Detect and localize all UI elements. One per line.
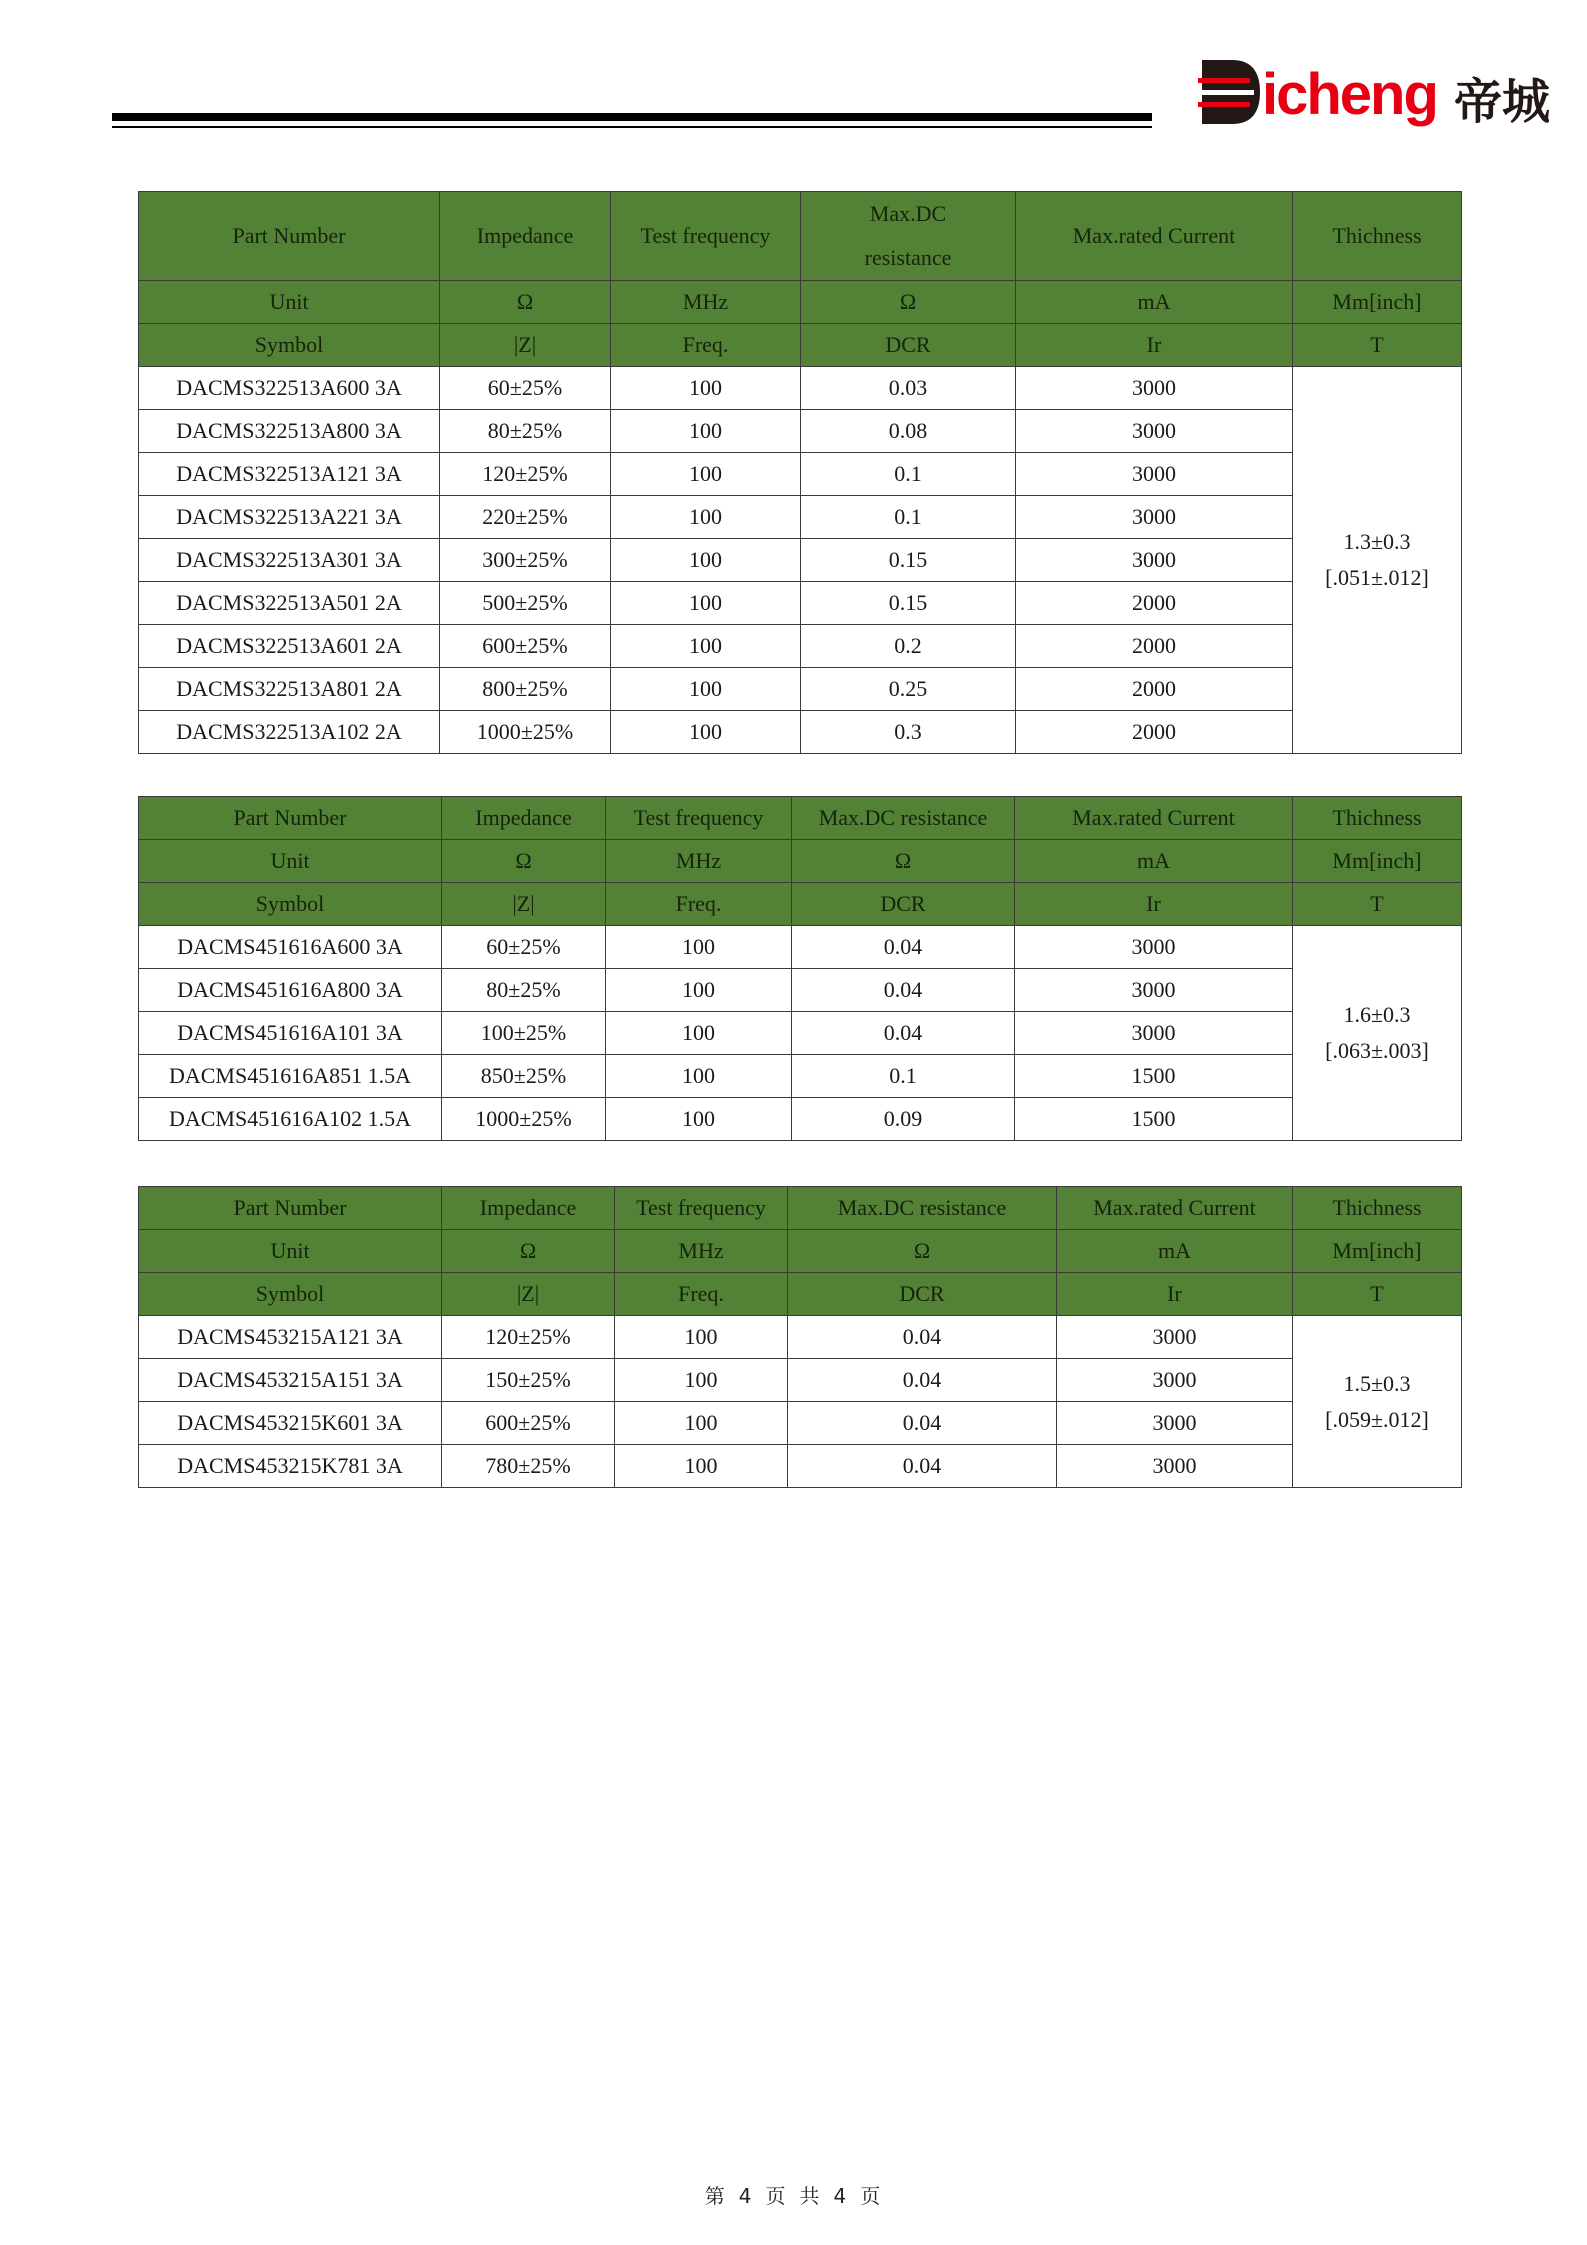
cell-ir: 3000 bbox=[1015, 926, 1293, 969]
header-rule-thin bbox=[112, 126, 1152, 128]
cell-freq: 100 bbox=[611, 668, 801, 711]
header-rule-thick bbox=[112, 113, 1152, 121]
table-row bbox=[139, 1012, 1462, 1055]
thickness-mm: 1.6±0.3 bbox=[1343, 1002, 1411, 1027]
cell-dcr: 0.25 bbox=[801, 668, 1016, 711]
cell-ir: 3000 bbox=[1016, 453, 1293, 496]
symbol-impedance: |Z| bbox=[442, 883, 606, 926]
symbol-dcr: DCR bbox=[792, 883, 1015, 926]
table-row bbox=[139, 625, 1462, 668]
cell-freq: 100 bbox=[611, 582, 801, 625]
cell-freq: 100 bbox=[615, 1359, 788, 1402]
cell-dcr: 0.04 bbox=[788, 1359, 1057, 1402]
cell-impedance: 1000±25% bbox=[442, 1098, 606, 1141]
unit-current: mA bbox=[1016, 281, 1293, 324]
header-test-frequency: Test frequency bbox=[615, 1187, 788, 1230]
cell-part: DACMS453215A121 3A bbox=[139, 1316, 442, 1359]
cell-part: DACMS322513A102 2A bbox=[139, 711, 440, 754]
cell-impedance: 600±25% bbox=[440, 625, 611, 668]
cell-dcr: 0.04 bbox=[792, 1012, 1015, 1055]
symbol-label: Symbol bbox=[139, 324, 440, 367]
cell-ir: 1500 bbox=[1015, 1098, 1293, 1141]
cell-dcr: 0.04 bbox=[792, 969, 1015, 1012]
cell-part: DACMS322513A601 2A bbox=[139, 625, 440, 668]
symbol-frequency: Freq. bbox=[611, 324, 801, 367]
cell-part: DACMS322513A801 2A bbox=[139, 668, 440, 711]
unit-label: Unit bbox=[139, 1230, 442, 1273]
table-row bbox=[139, 926, 1462, 969]
header-impedance: Impedance bbox=[442, 797, 606, 840]
cell-part: DACMS322513A121 3A bbox=[139, 453, 440, 496]
header-row-symbols bbox=[139, 1273, 1462, 1316]
header-part-number: Part Number bbox=[139, 797, 442, 840]
table-row bbox=[139, 410, 1462, 453]
spec-table-322513 bbox=[138, 191, 1462, 754]
total-unit: 页 bbox=[860, 2184, 883, 2208]
table-row bbox=[139, 453, 1462, 496]
cell-dcr: 0.15 bbox=[801, 539, 1016, 582]
symbol-thickness: T bbox=[1293, 324, 1462, 367]
cell-thickness bbox=[1293, 926, 1462, 1141]
cell-impedance: 500±25% bbox=[440, 582, 611, 625]
thickness-inch: [.051±.012] bbox=[1325, 565, 1429, 590]
page-footer bbox=[0, 2180, 1587, 2209]
table-row bbox=[139, 969, 1462, 1012]
cell-part: DACMS453215K781 3A bbox=[139, 1445, 442, 1488]
cell-impedance: 80±25% bbox=[440, 410, 611, 453]
cell-part: DACMS451616A600 3A bbox=[139, 926, 442, 969]
cell-freq: 100 bbox=[611, 410, 801, 453]
cell-impedance: 780±25% bbox=[442, 1445, 615, 1488]
cell-part: DACMS322513A600 3A bbox=[139, 367, 440, 410]
header-max-dc-line2: resistance bbox=[864, 245, 952, 270]
total-prefix: 共 bbox=[799, 2184, 822, 2208]
cell-ir: 2000 bbox=[1016, 625, 1293, 668]
cell-ir: 1500 bbox=[1015, 1055, 1293, 1098]
cell-impedance: 80±25% bbox=[442, 969, 606, 1012]
thickness-inch: [.063±.003] bbox=[1325, 1038, 1429, 1063]
table-row bbox=[139, 539, 1462, 582]
cell-dcr: 0.09 bbox=[792, 1098, 1015, 1141]
cell-part: DACMS451616A851 1.5A bbox=[139, 1055, 442, 1098]
unit-dcr: Ω bbox=[792, 840, 1015, 883]
cell-freq: 100 bbox=[606, 1012, 792, 1055]
cell-impedance: 1000±25% bbox=[440, 711, 611, 754]
unit-thickness: Mm[inch] bbox=[1293, 840, 1462, 883]
header-thickness: Thichness bbox=[1293, 192, 1462, 281]
header-part-number: Part Number bbox=[139, 1187, 442, 1230]
cell-impedance: 150±25% bbox=[442, 1359, 615, 1402]
cell-freq: 100 bbox=[615, 1316, 788, 1359]
cell-part: DACMS322513A501 2A bbox=[139, 582, 440, 625]
cell-freq: 100 bbox=[611, 367, 801, 410]
table-row bbox=[139, 1359, 1462, 1402]
cell-freq: 100 bbox=[606, 969, 792, 1012]
unit-impedance: Ω bbox=[440, 281, 611, 324]
dicheng-logo-graphic bbox=[1198, 52, 1558, 132]
cell-ir: 3000 bbox=[1057, 1316, 1293, 1359]
cell-dcr: 0.04 bbox=[788, 1402, 1057, 1445]
table-row bbox=[139, 367, 1462, 410]
unit-frequency: MHz bbox=[615, 1230, 788, 1273]
header-impedance: Impedance bbox=[440, 192, 611, 281]
cell-ir: 2000 bbox=[1016, 582, 1293, 625]
cell-impedance: 120±25% bbox=[442, 1316, 615, 1359]
cell-thickness bbox=[1293, 1316, 1462, 1488]
cell-freq: 100 bbox=[611, 625, 801, 668]
cell-impedance: 220±25% bbox=[440, 496, 611, 539]
symbol-label: Symbol bbox=[139, 883, 442, 926]
cell-ir: 3000 bbox=[1057, 1445, 1293, 1488]
header-row-labels bbox=[139, 192, 1462, 281]
unit-label: Unit bbox=[139, 281, 440, 324]
header-row-units bbox=[139, 281, 1462, 324]
header-max-rated-current: Max.rated Current bbox=[1016, 192, 1293, 281]
header-row-units bbox=[139, 1230, 1462, 1273]
header-test-frequency: Test frequency bbox=[611, 192, 801, 281]
symbol-label: Symbol bbox=[139, 1273, 442, 1316]
cell-dcr: 0.04 bbox=[788, 1316, 1057, 1359]
header-thickness: Thichness bbox=[1293, 797, 1462, 840]
cell-dcr: 0.03 bbox=[801, 367, 1016, 410]
cell-impedance: 60±25% bbox=[442, 926, 606, 969]
thickness-mm: 1.3±0.3 bbox=[1343, 529, 1411, 554]
cell-dcr: 0.04 bbox=[792, 926, 1015, 969]
unit-impedance: Ω bbox=[442, 1230, 615, 1273]
cell-part: DACMS451616A102 1.5A bbox=[139, 1098, 442, 1141]
header-thickness: Thichness bbox=[1293, 1187, 1462, 1230]
cell-freq: 100 bbox=[615, 1402, 788, 1445]
unit-label: Unit bbox=[139, 840, 442, 883]
symbol-thickness: T bbox=[1293, 1273, 1462, 1316]
cell-impedance: 600±25% bbox=[442, 1402, 615, 1445]
cell-part: DACMS453215K601 3A bbox=[139, 1402, 442, 1445]
table-row bbox=[139, 1445, 1462, 1488]
header-max-dc-line1: Max.DC bbox=[869, 201, 947, 226]
cell-freq: 100 bbox=[611, 711, 801, 754]
cell-ir: 2000 bbox=[1016, 711, 1293, 754]
cell-ir: 3000 bbox=[1016, 410, 1293, 453]
table-row bbox=[139, 1402, 1462, 1445]
page-current: 4 bbox=[738, 2184, 754, 2208]
cell-thickness bbox=[1293, 367, 1462, 754]
cell-freq: 100 bbox=[611, 496, 801, 539]
cell-part: DACMS453215A151 3A bbox=[139, 1359, 442, 1402]
page-unit: 页 bbox=[765, 2184, 788, 2208]
cell-impedance: 60±25% bbox=[440, 367, 611, 410]
company-logo bbox=[1198, 52, 1558, 132]
cell-dcr: 0.1 bbox=[792, 1055, 1015, 1098]
cell-impedance: 100±25% bbox=[442, 1012, 606, 1055]
unit-current: mA bbox=[1057, 1230, 1293, 1273]
cell-freq: 100 bbox=[611, 539, 801, 582]
cell-impedance: 300±25% bbox=[440, 539, 611, 582]
cell-ir: 3000 bbox=[1015, 1012, 1293, 1055]
symbol-thickness: T bbox=[1293, 883, 1462, 926]
table-row bbox=[139, 711, 1462, 754]
header-max-dc-resistance: Max.DC resistance bbox=[788, 1187, 1057, 1230]
cell-impedance: 850±25% bbox=[442, 1055, 606, 1098]
header-row-labels bbox=[139, 797, 1462, 840]
logo-brand-latin: icheng bbox=[1262, 62, 1437, 127]
cell-freq: 100 bbox=[611, 453, 801, 496]
table-row bbox=[139, 1055, 1462, 1098]
cell-ir: 2000 bbox=[1016, 668, 1293, 711]
symbol-frequency: Freq. bbox=[615, 1273, 788, 1316]
cell-part: DACMS322513A221 3A bbox=[139, 496, 440, 539]
header-row-symbols bbox=[139, 324, 1462, 367]
cell-freq: 100 bbox=[606, 926, 792, 969]
thickness-inch: [.059±.012] bbox=[1325, 1406, 1429, 1432]
table-row bbox=[139, 1316, 1462, 1359]
cell-freq: 100 bbox=[606, 1098, 792, 1141]
table-row bbox=[139, 496, 1462, 539]
table-row bbox=[139, 582, 1462, 625]
symbol-dcr: DCR bbox=[801, 324, 1016, 367]
cell-dcr: 0.04 bbox=[788, 1445, 1057, 1488]
logo-brand-cjk: 帝城 bbox=[1454, 74, 1551, 130]
header-max-rated-current: Max.rated Current bbox=[1015, 797, 1293, 840]
logo-d-mark bbox=[1198, 60, 1260, 124]
symbol-current: Ir bbox=[1015, 883, 1293, 926]
header-row-labels bbox=[139, 1187, 1462, 1230]
header-max-rated-current: Max.rated Current bbox=[1057, 1187, 1293, 1230]
spec-table-451616 bbox=[138, 796, 1462, 1141]
cell-ir: 3000 bbox=[1057, 1359, 1293, 1402]
cell-ir: 3000 bbox=[1016, 539, 1293, 582]
symbol-frequency: Freq. bbox=[606, 883, 792, 926]
symbol-impedance: |Z| bbox=[440, 324, 611, 367]
cell-impedance: 120±25% bbox=[440, 453, 611, 496]
header-max-dc-resistance bbox=[801, 192, 1016, 281]
table-row bbox=[139, 1098, 1462, 1141]
header-max-dc-resistance: Max.DC resistance bbox=[792, 797, 1015, 840]
unit-thickness: Mm[inch] bbox=[1293, 1230, 1462, 1273]
cell-ir: 3000 bbox=[1016, 367, 1293, 410]
cell-dcr: 0.1 bbox=[801, 496, 1016, 539]
symbol-dcr: DCR bbox=[788, 1273, 1057, 1316]
cell-dcr: 0.08 bbox=[801, 410, 1016, 453]
header-part-number: Part Number bbox=[139, 192, 440, 281]
cell-part: DACMS322513A301 3A bbox=[139, 539, 440, 582]
cell-ir: 3000 bbox=[1015, 969, 1293, 1012]
page-total: 4 bbox=[833, 2184, 849, 2208]
cell-ir: 3000 bbox=[1016, 496, 1293, 539]
cell-dcr: 0.15 bbox=[801, 582, 1016, 625]
unit-frequency: MHz bbox=[606, 840, 792, 883]
cell-part: DACMS322513A800 3A bbox=[139, 410, 440, 453]
table-row bbox=[139, 668, 1462, 711]
unit-dcr: Ω bbox=[801, 281, 1016, 324]
unit-dcr: Ω bbox=[788, 1230, 1057, 1273]
header-row-symbols bbox=[139, 883, 1462, 926]
unit-frequency: MHz bbox=[611, 281, 801, 324]
cell-dcr: 0.1 bbox=[801, 453, 1016, 496]
cell-dcr: 0.3 bbox=[801, 711, 1016, 754]
header-row-units bbox=[139, 840, 1462, 883]
cell-part: DACMS451616A800 3A bbox=[139, 969, 442, 1012]
cell-ir: 3000 bbox=[1057, 1402, 1293, 1445]
cell-dcr: 0.2 bbox=[801, 625, 1016, 668]
thickness-mm: 1.5±0.3 bbox=[1343, 1370, 1411, 1396]
symbol-impedance: |Z| bbox=[442, 1273, 615, 1316]
cell-freq: 100 bbox=[615, 1445, 788, 1488]
spec-table-453215 bbox=[138, 1186, 1462, 1488]
cell-freq: 100 bbox=[606, 1055, 792, 1098]
header-test-frequency: Test frequency bbox=[606, 797, 792, 840]
cell-impedance: 800±25% bbox=[440, 668, 611, 711]
unit-thickness: Mm[inch] bbox=[1293, 281, 1462, 324]
unit-impedance: Ω bbox=[442, 840, 606, 883]
symbol-current: Ir bbox=[1057, 1273, 1293, 1316]
cell-part: DACMS451616A101 3A bbox=[139, 1012, 442, 1055]
symbol-current: Ir bbox=[1016, 324, 1293, 367]
header-impedance: Impedance bbox=[442, 1187, 615, 1230]
unit-current: mA bbox=[1015, 840, 1293, 883]
page-prefix: 第 bbox=[704, 2184, 727, 2208]
